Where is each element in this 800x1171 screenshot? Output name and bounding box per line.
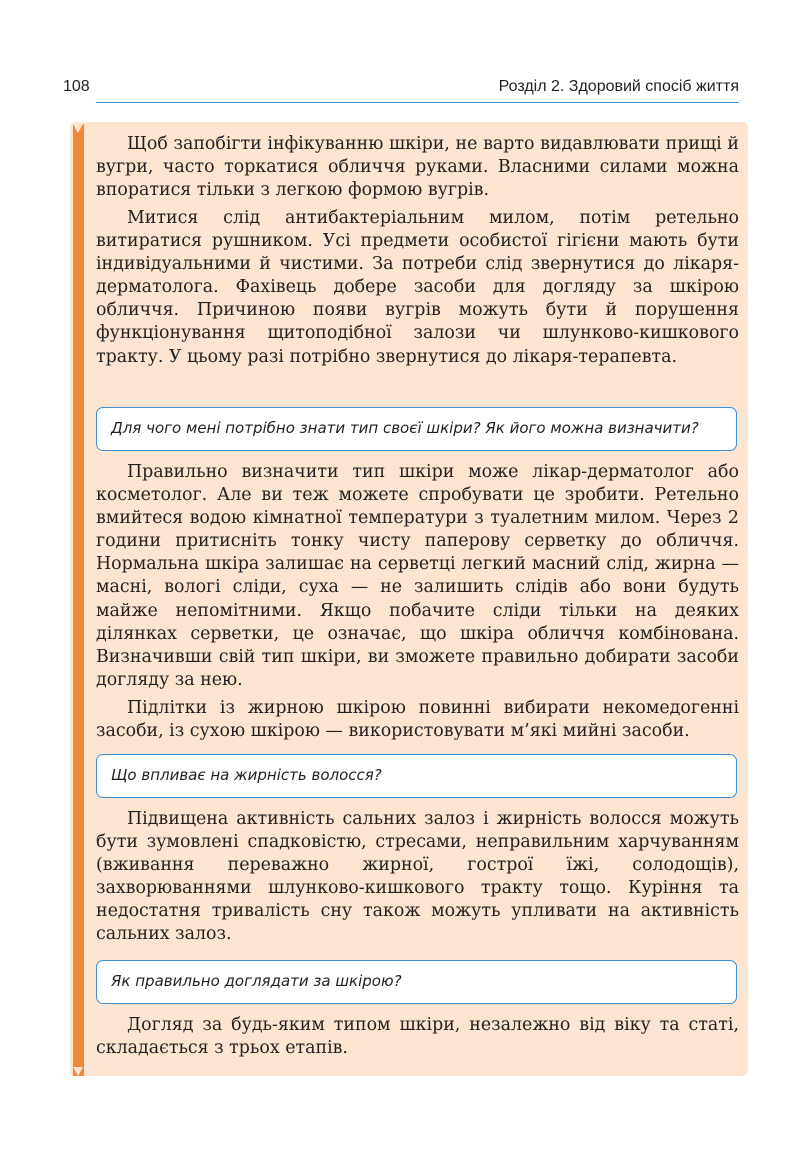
- question-box-3: Як правильно доглядати за шкірою?: [96, 960, 737, 1004]
- bar-bottom-notch-icon: [73, 1067, 83, 1076]
- paragraph-2: Митися слід антибактеріальним милом, потім ретельно витиратися рушником. Усі предмети особистої гігієни мають бути індивідуальними й чистими. За потреби слід звернутися до лікаря-дерматолога. Фахівець добере засоби для догляду за шкірою обличчя. Причиною появи вугрів можуть бути й порушення функціонування щитоподібної залози чи шлунково-кишкового тракту. У цьому разі потрібно звернутися до лікаря-терапевта.: [96, 208, 739, 367]
- page-header: [63, 78, 739, 102]
- section-title: Розділ 2. Здоровий спосіб життя: [498, 78, 739, 95]
- question-box-2: Що впливає на жирність волосся?: [96, 754, 737, 798]
- page-number: 108: [63, 78, 90, 95]
- paragraph-5: Підвищена активність сальних залоз і жирність волосся можуть бути зумовлені спадковістю, стресами, неправильним харчуванням (вживання переважно жирної, гострої їжі, солодощів), захворюваннями шлунково-кишкового тракту тощо. Куріння та недостатня тривалість сну також можуть упливати на активність сальних залоз.: [96, 809, 739, 945]
- side-accent-bar: [73, 124, 84, 1076]
- paragraph-4: Підлітки із жирною шкірою повинні вибирати некомедогенні засоби, із сухою шкірою — використовувати м’які мийні засоби.: [96, 698, 739, 742]
- question-box-1: Для чого мені потрібно знати тип своєї шкіри? Як його можна визначити?: [96, 407, 737, 451]
- paragraph-3: Правильно визначити тип шкіри може лікар-дерматолог або косметолог. Але ви теж можете спробувати це зробити. Ретельно вмийтеся водою кімнатної температури з туалетним милом. Через 2 години притисніть тонку чисту паперову серветку до обличчя. Нормальна шкіра залишає на серветці легкий масний слід, жирна — масні, вологі сліди, суха — не залишить слідів або вони будуть майже непомітними. Якщо побачите сліди тільки на деяких ділянках серветки, це означає, що шкіра обличчя комбінована. Визначивши свій тип шкіри, ви зможете правильно добирати засоби догляду за нею.: [96, 462, 739, 690]
- paragraph-1: Щоб запобігти інфікуванню шкіри, не варто видавлювати прищі й вугри, часто торкатися обличчя руками. Власними силами можна впоратися тільки з легкою формою вугрів.: [96, 134, 739, 201]
- bar-top-notch-icon: [73, 124, 83, 133]
- header-divider: [96, 102, 739, 103]
- paragraph-6: Догляд за будь-яким типом шкіри, незалежно від віку та статі, складається з трьох етапів.: [96, 1015, 739, 1059]
